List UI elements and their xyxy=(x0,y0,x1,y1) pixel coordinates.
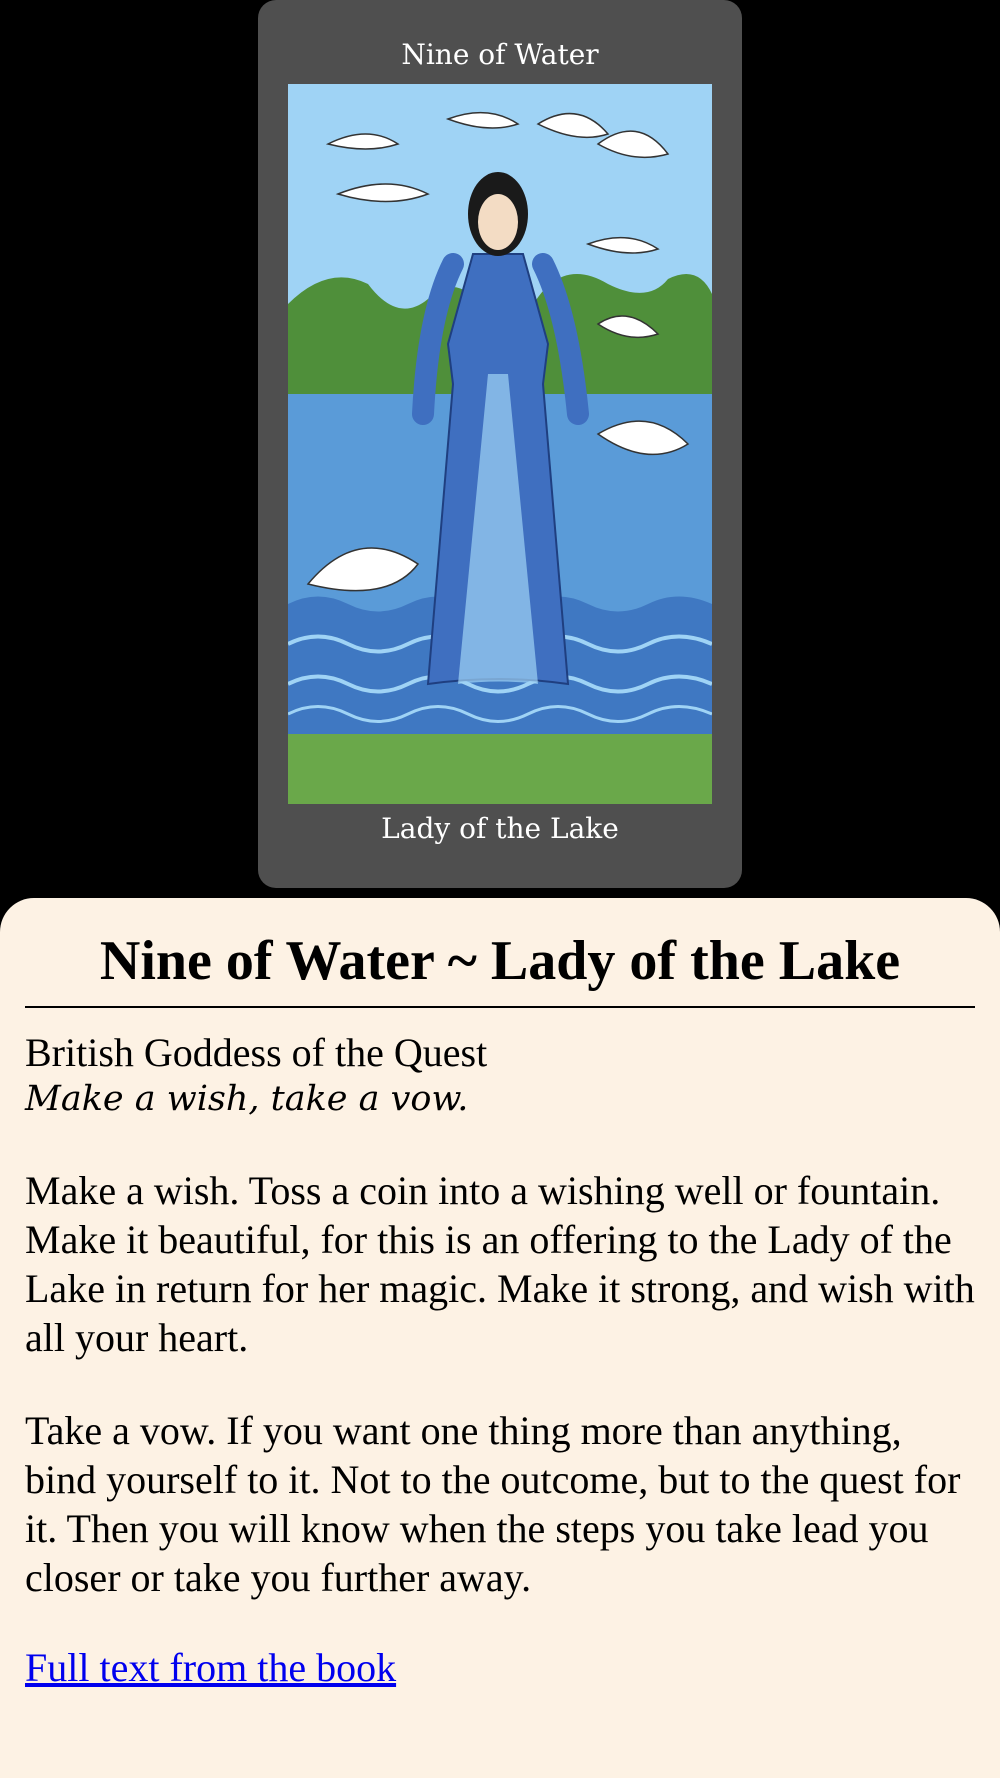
title-divider xyxy=(25,1006,975,1008)
card-top-label: Nine of Water xyxy=(401,38,599,71)
description-panel xyxy=(0,898,1000,1778)
paragraph-wish: Make a wish. Toss a coin into a wishing well or fountain. Make it beautiful, for this is an offering to the Lady of the Lake in return for her magic. Make it strong, and wish with all your heart. xyxy=(25,1168,975,1360)
paragraph-vow: Take a vow. If you want one thing more than anything, bind yourself to it. Not to the outcome, but to the quest for it. Then you will know when the steps you take lead you closer or take you further away. xyxy=(25,1408,961,1600)
tarot-card xyxy=(258,0,742,888)
card-illustration xyxy=(288,84,712,804)
card-title: Nine of Water ~ Lady of the Lake xyxy=(99,930,901,992)
card-bottom-label: Lady of the Lake xyxy=(381,812,619,845)
lady-of-the-lake-image-icon xyxy=(288,84,712,804)
card-tagline: Make a wish, take a vow. xyxy=(25,1079,469,1119)
card-subtitle: British Goddess of the Quest xyxy=(25,1030,488,1075)
full-text-link[interactable]: Full text from the book xyxy=(25,1645,397,1690)
